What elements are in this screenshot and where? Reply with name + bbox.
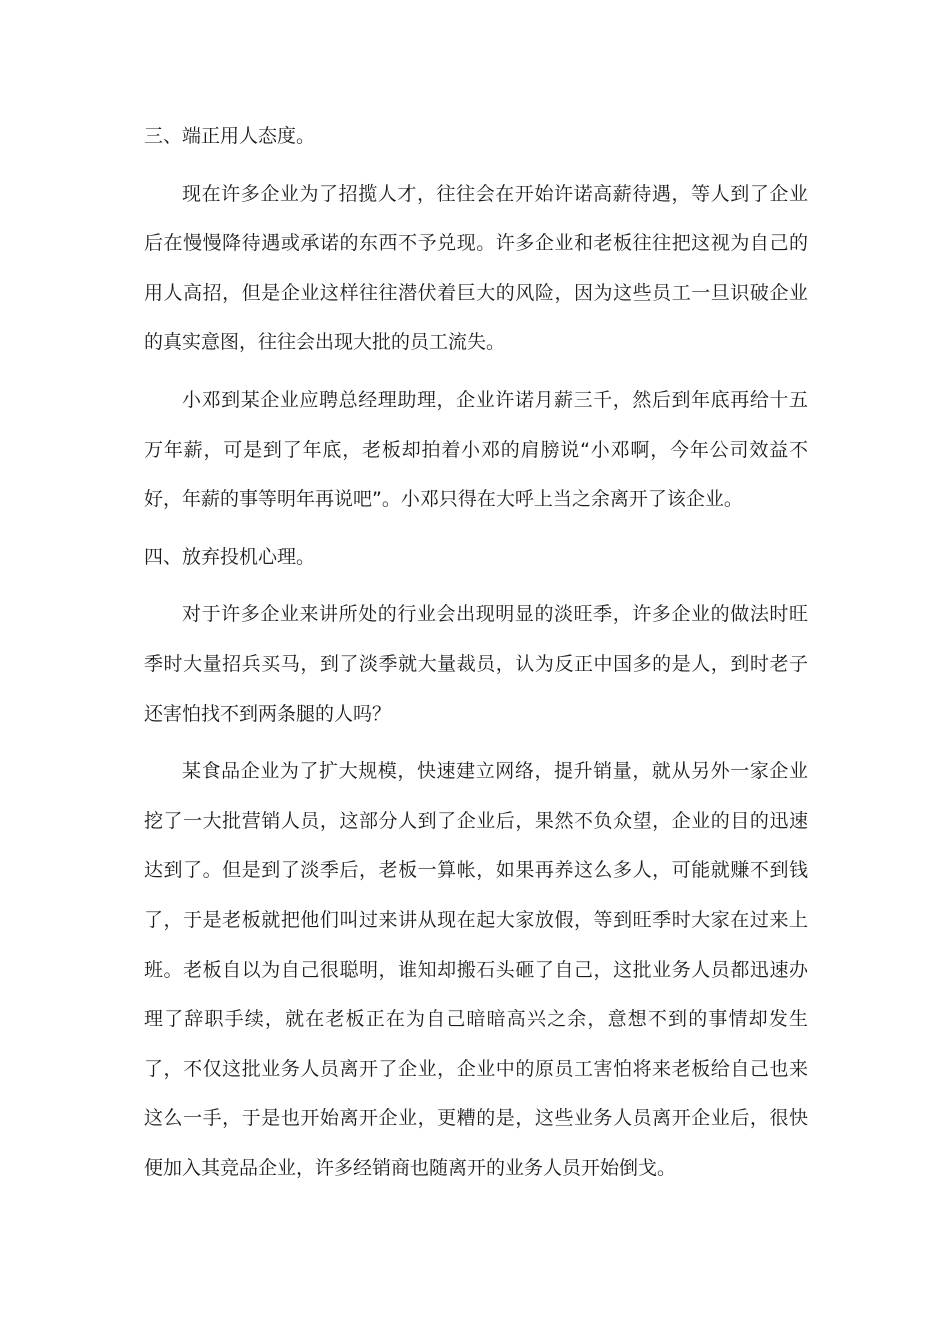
paragraph-example: 小邓到某企业应聘总经理助理，企业许诺月薪三千，然后到年底再给十五万年薪，可是到了年底，老板却拍着小邓的肩膀说“小邓啊，今年公司效益不好，年薪的事等明年再说吧”。小邓只得在大呼上当之余离开了该企业。 xyxy=(144,388,808,511)
section-heading-3: 三、端正用人态度。 xyxy=(144,125,316,147)
paragraph: 对于许多企业来讲所处的行业会出现明显的淡旺季，许多企业的做法时旺季时大量招兵买马，到了淡季就大量裁员，认为反正中国多的是人，到时老子还害怕找不到两条腿的人吗？ xyxy=(144,603,808,725)
paragraph-example: 某食品企业为了扩大规模，快速建立网络，提升销量，就从另外一家企业挖了一大批营销人员，这部分人到了企业后，果然不负众望，企业的目的迅速达到了。但是到了淡季后，老板一算帐，如果再养这么多人，可能就赚不到钱了，于是老板就把他们叫过来讲从现在起大家放假，等到旺季时大家在过来上班。老板自以为自己很聪明，谁知却搬石头砸了自己，这批业务人员都迅速办理了辞职手续，就在老板正在为自己暗暗高兴之余，意想不到的事情却发生了，不仅这批业务人员离开了企业，企业中的原员工害怕将来老板给自己也来这么一手，于是也开始离开企业，更糟的是，这些业务人员离开企业后，很快便加入其竞品企业，许多经销商也随离开的业务人员开始倒戈。 xyxy=(144,760,808,1179)
section-heading-4: 四、放弃投机心理。 xyxy=(144,545,316,568)
paragraph: 现在许多企业为了招揽人才，往往会在开始许诺高薪待遇，等人到了企业后在慢慢降待遇或承诺的东西不予兑现。许多企业和老板往往把这视为自己的用人高招，但是企业这样往往潜伏着巨大的风险，因为这些员工一旦识破企业的真实意图，往往会出现大批的员工流失。 xyxy=(144,182,808,354)
document-body xyxy=(144,112,808,1201)
